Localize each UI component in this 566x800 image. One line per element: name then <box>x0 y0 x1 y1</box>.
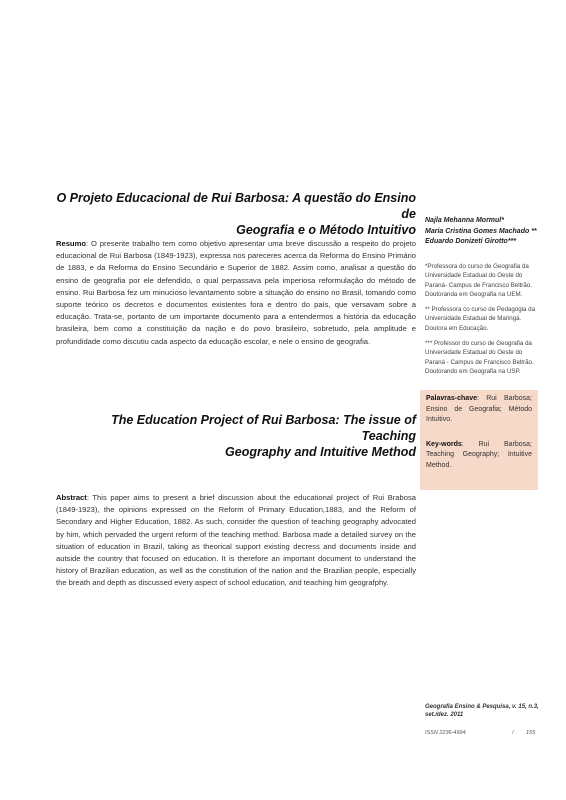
author-3: Eduardo Donizeti Girotto*** <box>425 238 516 245</box>
keywords-en-label: Key-words <box>426 440 462 448</box>
authors-block <box>425 216 537 248</box>
title-pt <box>56 190 416 238</box>
keywords-pt-label: Palavras-chave <box>426 395 477 402</box>
issn: ISSN 2236-4994 <box>425 730 466 736</box>
keywords-pt <box>426 394 532 426</box>
abstract-en-text: : This paper aims to present a brief discussion about the educational project of Rui Brabosa (1849-1923), the opinions expressed on the Reform of Primary Education,1883, and the Reform of Secondary and Higher Education, 1882. As such, consider the question of teaching geography advocated by him, which pervaded the urgent reform of the teaching method. Barbosa made a detailed survey on the situation of education in Brazil, taking as theorical support existing decress and documents inside and autside the country that focused on education. It is therefore an important document to understand the history of Brazilian education, as well as the constitution of the nation and the Brazilian people, especially the breath and depth as discussed every aspect of school education, and teaching him geografphy. <box>56 493 416 588</box>
abstract-pt <box>56 238 416 348</box>
title-en-line1: The Education Project of Rui Barbosa: The issue of Teaching <box>111 413 416 443</box>
author-notes <box>425 262 537 382</box>
author-1: Najla Mehanna Mormul* <box>425 217 504 224</box>
title-pt-line2: Geografia e o Método Intuitivo <box>236 223 416 237</box>
author-note-3: *** Professor do curso de Geografia da Universidade Estadual do Oeste do Paraná - Campus de Francisco Beltrão. Doutorando em Geografia na USP. <box>425 340 534 375</box>
title-en <box>56 412 416 460</box>
author-2: Maria Cristina Gomes Machado ** <box>425 227 537 235</box>
abstract-en-label: Abstract <box>56 493 87 502</box>
abstract-pt-paragraph <box>56 238 416 348</box>
abstract-pt-text: : O presente trabalho tem como objetivo apresentar uma breve discussão a respeito do projeto educacional de Rui Barbosa (1849-1923), expressa nos pareceres acerca da Reforma do Ensino Primário de 1883, e da Reforma do Ensino Secundário e Superior de 1882. Assim como, analisar a questão do ensino de geografia por ele defendido, o qual perpassava pela imperiosa reformulação do método de ensino. Rui Barbosa fez um minucioso levantamento sobre a situação do ensino no Brasil, tomando como suporte teórico os decretos e documentos existentes fora e dentro do país, que versavam sobre a educação. Trata-se, portanto de um importante documento para a entendermos a história da educação brasileira, bem como a constituição da nação e do povo brasileiro, sobretudo, pela amplitude e profundidade como discutiu cada aspecto da educação escolar, e nele o ensino de geografia. <box>56 239 416 346</box>
abstract-en-paragraph <box>56 492 416 590</box>
keywords-en <box>426 440 532 472</box>
keywords-en-text: : Rui Barbosa; Teaching Geography; Intuitive Method. <box>426 440 532 469</box>
abstract-en <box>56 492 416 590</box>
keywords-pt-text: : Rui Barbosa; Ensino de Geografia; Método Intuitivo. <box>426 395 532 423</box>
author-note-2: ** Professora co curso de Pedagogia da Universidade Estadual de Maringá. Doutora em Educação. <box>425 306 536 332</box>
title-pt-line1: O Projeto Educacional de Rui Barbosa: A questão do Ensino de <box>56 191 416 221</box>
abstract-pt-label: Resumo <box>56 239 86 248</box>
page-number: 155 <box>526 730 536 736</box>
title-en-line2: Geography and Intuitive Method <box>225 445 416 459</box>
footer-separator: / <box>512 730 514 736</box>
keywords-box <box>420 390 538 490</box>
author-note-1: *Professora do curso de Geografia da Universidade Estadual do Oeste do Paraná- Campus de Francisco Beltrão. Doutoranda em Geografia na UEM. <box>425 263 532 298</box>
journal-reference: Geografia Ensino & Pesquisa, v. 15, n.3, set./dez. 2011 <box>425 704 539 718</box>
